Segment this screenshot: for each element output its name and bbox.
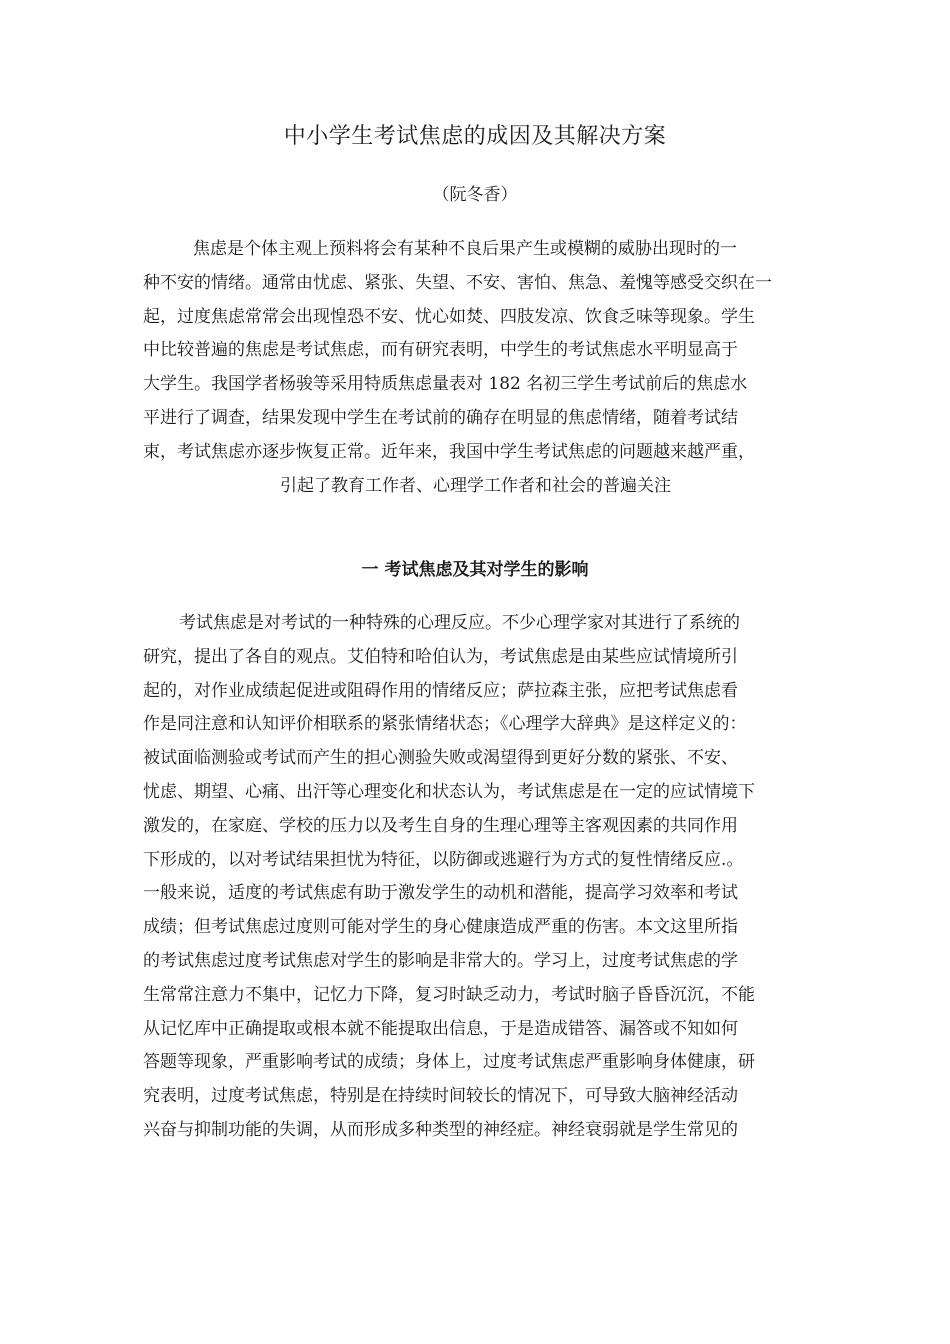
paragraph-line: 起，过度焦虑常常会出现惶恐不安、忧心如焚、四肢发凉、饮食乏味等现象。学生 <box>143 306 755 327</box>
paragraph-line: 束，考试焦虑亦逐步恢复正常。近年来，我国中学生考试焦虑的问题越来越严重， <box>143 441 755 462</box>
paragraph-line: 焦虑是个体主观上预料将会有某种不良后果产生或模糊的威胁出现时的一 <box>193 239 737 259</box>
paragraph-line: 忧虑、期望、心痛、出汗等心理变化和状态认为，考试焦虑是在一定的应试情境下 <box>143 781 755 802</box>
paragraph-line: 作是同注意和认知评价相联系的紧张情绪状态；《心理学大辞典》是这样定义的： <box>143 714 747 735</box>
paragraph-line: 中比较普遍的焦虑是考试焦虑，而有研究表明，中学生的考试焦虑水平明显高于 <box>143 340 738 361</box>
paragraph-line: 生常常注意力不集中，记忆力下降，复习时缺乏动力，考试时脑子昏昏沉沉，不能 <box>143 984 755 1005</box>
paragraph-line: 大学生。我国学者杨骏等采用特质焦虑量表对 182 名初三学生考试前后的焦虑水 <box>143 374 748 395</box>
paragraph-line: 激发的，在家庭、学校的压力以及考生自身的生理心理等主客观因素的共同作用 <box>143 815 738 836</box>
paragraph-line: 起的，对作业成绩起促进或阻碍作用的情绪反应；萨拉森主张，应把考试焦虑看 <box>143 680 738 701</box>
paragraph-line: 成绩；但考试焦虑过度则可能对学生的身心健康造成严重的伤害。本文这里所指 <box>143 917 738 938</box>
paragraph-line: 的考试焦虑过度考试焦虑对学生的影响是非常大的。学习上，过度考试焦虑的学 <box>143 950 738 971</box>
paragraph-line: 从记忆库中正确提取或根本就不能提取出信息，于是造成错答、漏答或不知如何 <box>143 1018 738 1039</box>
paragraph-line: 下形成的，以对考试结果担忧为特征，以防御或逃避行为方式的复性情绪反应.。 <box>143 849 744 870</box>
paragraph-line: 考试焦虑是对考试的一种特殊的心理反应。不少心理学家对其进行了系统的 <box>179 613 740 633</box>
paragraph-line: 研究，提出了各自的观点。艾伯特和哈伯认为，考试焦虑是由某些应试情境所引 <box>143 646 738 667</box>
paragraph-line: 兴奋与抑制功能的失调，从而形成多种类型的神经症。神经衰弱就是学生常见的 <box>143 1119 738 1140</box>
section-1-paragraph <box>143 607 808 1148</box>
paragraph-line: 引起了教育工作者、心理学工作者和社会的普遍关注 <box>280 475 671 496</box>
document-author: （阮冬香） <box>432 185 518 205</box>
paragraph-line: 一般来说，适度的考试焦虑有助于激发学生的动机和潜能，提高学习效率和考试 <box>143 883 738 904</box>
paragraph-line: 种不安的情绪。通常由忧虑、紧张、失望、不安、害怕、焦急、羞愧等感受交织在一 <box>143 272 772 293</box>
paragraph-line: 被试面临测验或考试而产生的担心测验失败或渴望得到更好分数的紧张、不安、 <box>143 748 738 769</box>
paragraph-line: 究表明，过度考试焦虑，特别是在持续时间较长的情况下，可导致大脑神经活动 <box>143 1086 738 1107</box>
document-title: 中小学生考试焦虑的成因及其解决方案 <box>283 124 667 149</box>
section-heading: 一 考试焦虑及其对学生的影响 <box>361 560 589 580</box>
paragraph-line: 平进行了调查，结果发现中学生在考试前的确存在明显的焦虑情绪，随着考试结 <box>143 407 738 428</box>
intro-paragraph <box>143 233 808 503</box>
paragraph-line: 答题等现象，严重影响考试的成绩；身体上，过度考试焦虑严重影响身体健康，研 <box>143 1052 755 1073</box>
